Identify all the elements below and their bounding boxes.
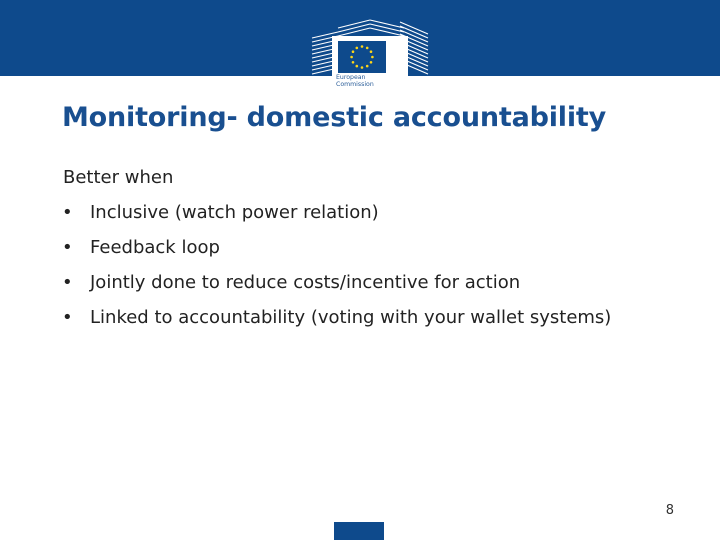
intro-text: Better when — [63, 167, 174, 188]
bullet-marker: • — [62, 307, 73, 328]
bullet-item — [62, 272, 702, 307]
logo-wordmark: European Commission — [336, 74, 374, 89]
bullet-text: Jointly done to reduce costs/incentive for action — [90, 272, 521, 293]
bullet-text: Feedback loop — [90, 237, 220, 258]
building-center — [338, 20, 404, 36]
bullet-marker: • — [62, 202, 73, 223]
bullet-list — [62, 202, 702, 342]
bullet-marker: • — [62, 237, 73, 258]
bullet-marker: • — [62, 272, 73, 293]
slide-title: Monitoring- domestic accountability — [62, 102, 606, 133]
footer-tab — [334, 522, 384, 540]
bullet-text: Inclusive (watch power relation) — [90, 202, 379, 223]
bullet-item — [62, 307, 702, 342]
page-number: 8 — [665, 503, 674, 518]
bullet-item — [62, 237, 702, 272]
bullet-text: Linked to accountability (voting with your wallet systems) — [90, 307, 612, 328]
bullet-item — [62, 202, 702, 237]
